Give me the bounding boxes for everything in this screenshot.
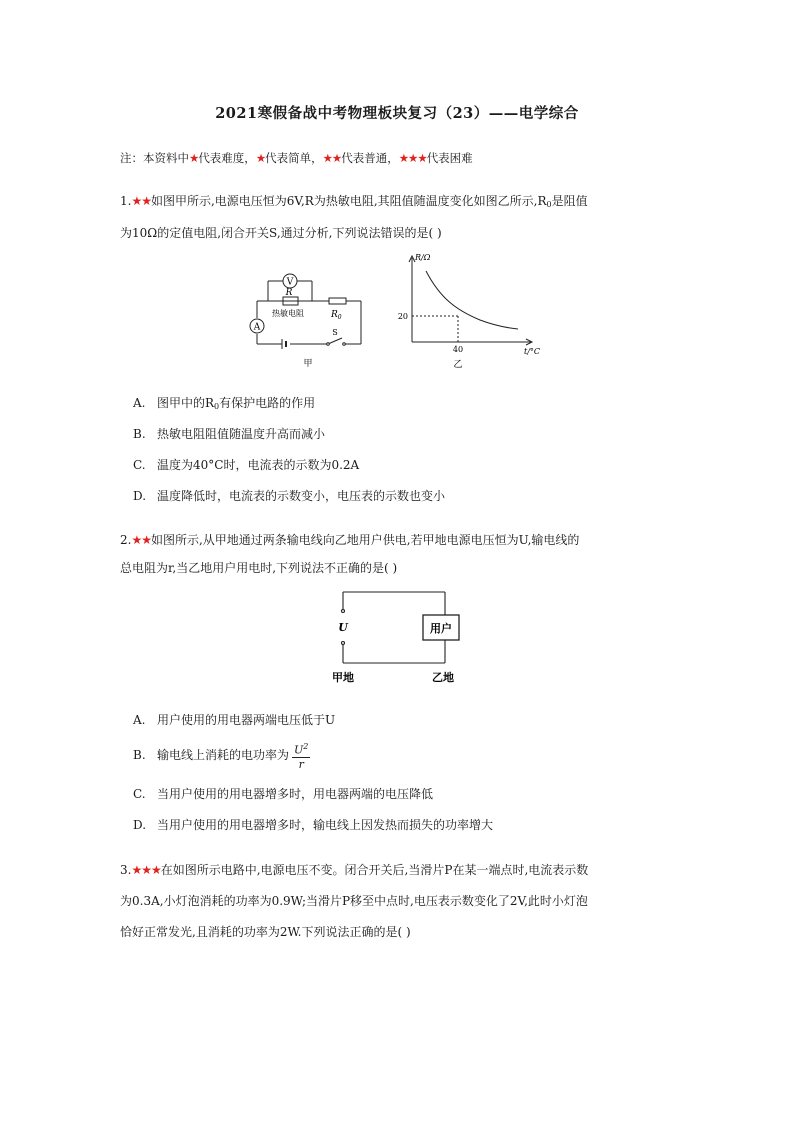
option-b[interactable]: [133, 425, 325, 442]
option-text: 温度降低时，电流表的示数变小，电压表的示数也变小: [157, 489, 446, 503]
difficulty-note: [120, 150, 473, 166]
resistor-r0-label: $R_0$: [331, 310, 342, 321]
fraction-u-squared-over-r: [292, 740, 310, 771]
question-3: [120, 855, 680, 948]
question-1-line-2: 为10Ω的定值电阻,闭合开关S,通过分析,下列说法错误的是( ): [120, 226, 442, 240]
resistor-r-label: R: [285, 288, 293, 298]
option-text: 温度为40°C时，电流表的示数为0.2A: [157, 458, 360, 472]
note-text: 代表简单，: [265, 151, 323, 165]
resistance-curve: [426, 271, 518, 329]
star-icon: ★★★: [131, 863, 161, 877]
superscript: 2: [303, 742, 309, 751]
page-title: 2021寒假备战中考物理板块复习（23）——电学综合: [215, 105, 579, 122]
option-text: 当用户使用的用电器增多时，用电器两端的电压降低: [157, 787, 434, 801]
figure-caption: 乙: [453, 360, 463, 370]
x-axis-label: t/°C: [524, 347, 541, 356]
option-a[interactable]: [133, 711, 335, 728]
subscript: 0: [214, 402, 220, 411]
question-number: 2.: [120, 533, 132, 547]
fraction-numerator: U: [294, 743, 304, 757]
option-label: B.: [133, 427, 146, 441]
option-d[interactable]: [133, 487, 445, 504]
option-label: C.: [133, 787, 146, 801]
question-1: [120, 187, 680, 247]
option-c[interactable]: [133, 456, 359, 473]
question-2-line-2: 总电阻为r,当乙地用户用电时,下列说法不正确的是( ): [120, 561, 398, 575]
question-2: [120, 526, 680, 582]
note-text: 代表难度，: [198, 151, 256, 165]
option-d[interactable]: [133, 816, 493, 833]
note-text: 代表困难: [426, 151, 473, 165]
resistance-temperature-graph: [392, 250, 552, 370]
y-axis-label: R/Ω: [415, 253, 431, 262]
question-text: 在如图所示电路中,电源电压不变。闭合开关后,当滑片P在某一端点时,电流表示数: [160, 863, 589, 877]
question-2-line-1: [120, 526, 680, 554]
star-icon: ★: [189, 151, 199, 165]
star-icon: ★: [255, 151, 266, 165]
location-jia-label: 甲地: [332, 671, 354, 684]
y-tick-label: 20: [397, 312, 408, 321]
option-label: D.: [133, 818, 147, 832]
option-label: D.: [133, 489, 147, 503]
user-box-label: 用户: [430, 622, 452, 635]
question-text: 是阻值: [551, 194, 588, 208]
question-number: 1.: [120, 194, 132, 208]
question-3-line-2: 为0.3A,小灯泡消耗的功率为0.9W;当滑片P移至中点时,电压表示数变化了2V,此时小灯泡: [120, 894, 588, 908]
option-text: 当用户使用的用电器增多时，输电线上因发热而损失的功率增大: [157, 818, 494, 832]
star-icon: ★★: [131, 194, 151, 208]
circuit-diagram-jia: [240, 268, 370, 370]
location-yi-label: 乙地: [432, 671, 454, 684]
x-tick-label: 40: [452, 345, 464, 354]
switch-label: S: [332, 328, 338, 337]
option-label: A.: [133, 396, 146, 410]
fraction-denominator: r: [298, 757, 304, 771]
question-3-line-1: [120, 855, 680, 886]
question-1-line-1: [120, 187, 680, 219]
option-text: 图甲中的R: [157, 396, 215, 410]
option-label: B.: [133, 747, 146, 762]
option-text: 有保护电路的作用: [219, 396, 316, 410]
question-number: 3.: [120, 863, 132, 877]
option-text: 热敏电阻阻值随温度升高而减小: [157, 427, 326, 441]
thermistor-label: 热敏电阻: [272, 309, 304, 318]
question-text: 如图所示,从甲地通过两条输电线向乙地用户供电,若甲地电源电压恒为U,输电线的: [150, 533, 580, 547]
option-c[interactable]: [133, 785, 433, 802]
option-text: 用户使用的用电器两端电压低于U: [157, 713, 336, 727]
voltmeter-label: V: [286, 277, 294, 288]
question-text: 如图甲所示,电源电压恒为6V,R为热敏电阻,其阻值随温度变化如图乙所示,R: [150, 194, 547, 208]
option-a[interactable]: [133, 394, 315, 411]
star-icon: ★★: [131, 533, 151, 547]
ammeter-label: A: [253, 322, 261, 333]
figure-caption: 甲: [303, 359, 313, 369]
voltage-u-label: U: [338, 621, 348, 634]
option-label: C.: [133, 458, 146, 472]
subscript: 0: [546, 200, 552, 209]
note-text: 代表普通，: [341, 151, 399, 165]
option-label: A.: [133, 713, 146, 727]
option-b[interactable]: [133, 740, 310, 771]
power-transmission-diagram: [325, 585, 470, 690]
question-3-line-3: 恰好正常发光,且消耗的功率为2W.下列说法正确的是( ): [120, 925, 411, 939]
option-text: 输电线上消耗的电功率为: [157, 747, 290, 762]
star-icon: ★★: [322, 151, 342, 165]
note-prefix: 注：本资料中: [120, 151, 189, 165]
star-icon: ★★★: [398, 151, 427, 165]
